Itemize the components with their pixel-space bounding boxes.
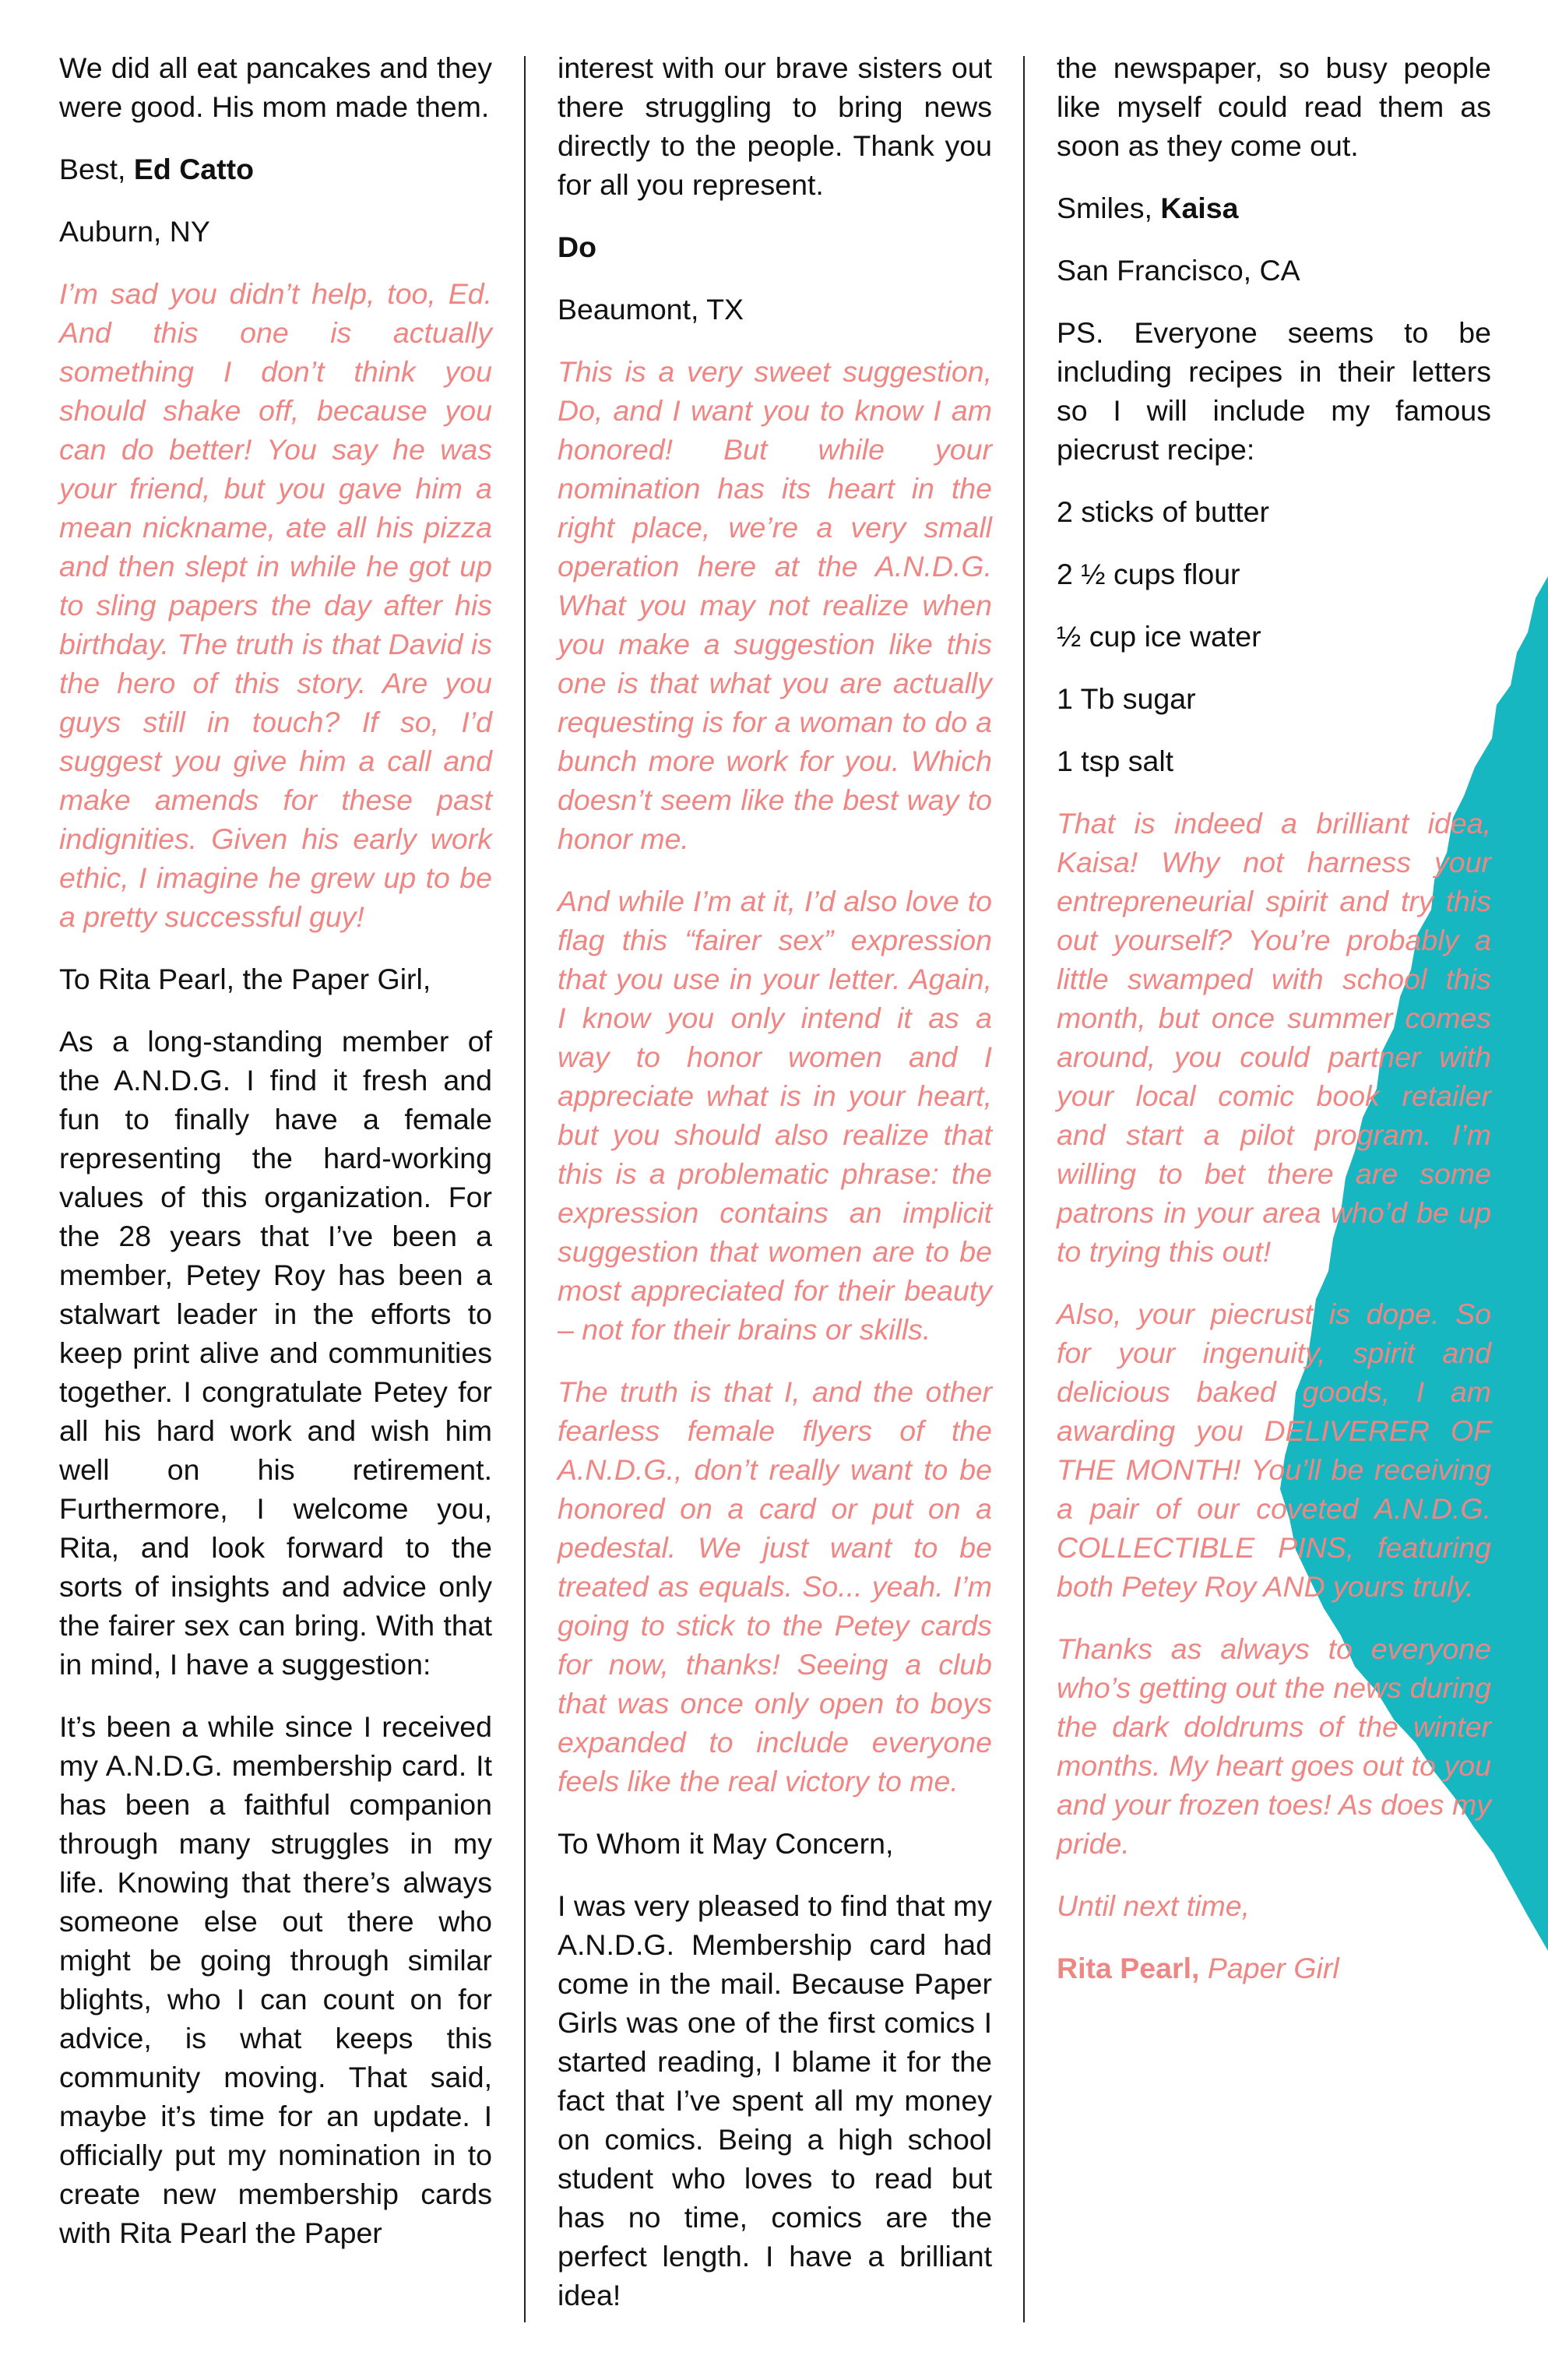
letter-location: Auburn, NY bbox=[59, 215, 210, 248]
editor-response: Thanks as always to everyone who’s getting out the news during the dark doldrums of the winter months. My heart goes out to you and your frozen toes! As does my pride. bbox=[1057, 1632, 1491, 1860]
letter-paragraph: interest with our brave sisters out there struggling to bring news directly to the people. Thank you for all you represent. bbox=[558, 51, 992, 201]
recipe-item: ½ cup ice water bbox=[1057, 620, 1261, 653]
column-3 bbox=[1057, 48, 1491, 2011]
letter-paragraph: the newspaper, so busy people like myself could read them as soon as they come out. bbox=[1057, 51, 1491, 162]
editor-response: Also, your piecrust is dope. So for your ingenuity, spirit and delicious baked goods, I am awarding you DELIVERER OF THE MONTH! You’ll be receiving a pair of our coveted A.N.D.G. COLLECTIBLE PINS, featuring both Petey Roy AND yours truly. bbox=[1057, 1297, 1491, 1603]
letter-signature: Do bbox=[558, 231, 596, 263]
letter-paragraph: I was very pleased to find that my A.N.D.G. Membership card had come in the mail. Because Paper Girls was one of the first comics I started reading, I blame it for the fact that I’ve spent all my money on comics. Being a high school student who loves to read but has no time, comics are the perfect length. I have a brilliant idea! bbox=[558, 1889, 992, 2311]
column-divider-left bbox=[524, 56, 526, 2322]
editor-response: The truth is that I, and the other fearless female flyers of the A.N.D.G., don’t really want to be honored on a card or put on a pedestal. We just want to be treated as equals. So... yeah. I’m going to stick to the Petey cards for now, thanks! Seeing a club that was once only open to boys expanded to include everyone feels like the real victory to me. bbox=[558, 1375, 992, 1797]
column-divider-right bbox=[1023, 56, 1025, 2322]
signature-prefix: Best, bbox=[59, 153, 134, 185]
letter-location: San Francisco, CA bbox=[1057, 254, 1300, 287]
recipe-item: 1 Tb sugar bbox=[1057, 682, 1196, 715]
letter-paragraph: It’s been a while since I received my A.N.D.G. membership card. It has been a faithful companion through many struggles in my life. Knowing that there’s always someone else out there who might be going through similar blights, who I can count on for advice, is what keeps this community moving. That said, maybe it’s time for an update. I officially put my nomination in to create new membership cards with Rita Pearl the Paper bbox=[59, 1710, 492, 2249]
letter-signature bbox=[59, 150, 492, 188]
signature-prefix: Smiles, bbox=[1057, 192, 1161, 224]
editor-response: This is a very sweet suggestion, Do, and I want you to know I am honored! But while your nomination has its heart in the right place, we’re a very small operation here at the A.N.D.G. What you may not realize when you make a suggestion like this one is that what you are actually requesting is for a woman to do a bunch more work for you. Which doesn’t seem like the best way to honor me. bbox=[558, 355, 992, 855]
column-1 bbox=[59, 48, 492, 2276]
editor-response: That is indeed a brilliant idea, Kaisa! Why not harness your entrepreneurial spirit and try this out yourself? You’re probably a little swamped with school this month, but once summer comes around, you could partner with your local comic book retailer and start a pilot program. I’m willing to bet there are some patrons in your area who’d be up to trying this out! bbox=[1057, 807, 1491, 1268]
recipe-item: 2 sticks of butter bbox=[1057, 495, 1270, 528]
letter-paragraph: We did all eat pancakes and they were good. His mom made them. bbox=[59, 51, 492, 123]
letter-paragraph: As a long-standing member of the A.N.D.G. I find it fresh and fun to finally have a female representing the hard-working values of this organization. For the 28 years that I’ve been a member, Petey Roy has been a stalwart leader in the efforts to keep print alive and communities together. I congratulate Petey for all his hard work and wish him well on his retirement. Furthermore, I welcome you, Rita, and look forward to the sorts of insights and advice only the fairer sex can bring. With that in mind, I have a suggestion: bbox=[59, 1025, 492, 1681]
letter-paragraph: PS. Everyone seems to be including recipes in their letters so I will include my famous piecrust recipe: bbox=[1057, 316, 1491, 466]
recipe-item: 2 ½ cups flour bbox=[1057, 558, 1240, 590]
recipe-item: 1 tsp salt bbox=[1057, 745, 1174, 777]
letter-signature bbox=[1057, 188, 1491, 227]
column-2 bbox=[558, 48, 992, 2338]
signoff-name: Rita Pearl, bbox=[1057, 1952, 1200, 1984]
signature-name: Kaisa bbox=[1160, 192, 1239, 224]
signature-name: Ed Catto bbox=[133, 153, 255, 185]
editor-signoff bbox=[1057, 1949, 1491, 1987]
letter-salutation: To Whom it May Concern, bbox=[558, 1827, 894, 1860]
editor-response: And while I’m at it, I’d also love to flag this “fairer sex” expression that you use in your letter. Again, I know you only intend it as a way to honor women and I appreciate what is in your heart, but you should also realize that this is a problematic phrase: the expression contains an implicit suggestion that women are to be most appreciated for their beauty – not for their brains or skills. bbox=[558, 885, 992, 1346]
letter-salutation: To Rita Pearl, the Paper Girl, bbox=[59, 963, 431, 995]
editor-response: I’m sad you didn’t help, too, Ed. And this one is actually something I don’t think you should shake off, because you can do better! You say he was your friend, but you gave him a mean nickname, ate all his pizza and then slept in while he got up to sling papers the day after his birthday. The truth is that David is the hero of this story. Are you guys still in touch? If so, I’d suggest you give him a call and make amends for these past indignities. Given his early work ethic, I imagine he grew up to be a pretty successful guy! bbox=[59, 277, 492, 933]
signoff-title: Paper Girl bbox=[1199, 1952, 1339, 1984]
letter-location: Beaumont, TX bbox=[558, 293, 744, 326]
editor-closing: Until next time, bbox=[1057, 1889, 1250, 1922]
